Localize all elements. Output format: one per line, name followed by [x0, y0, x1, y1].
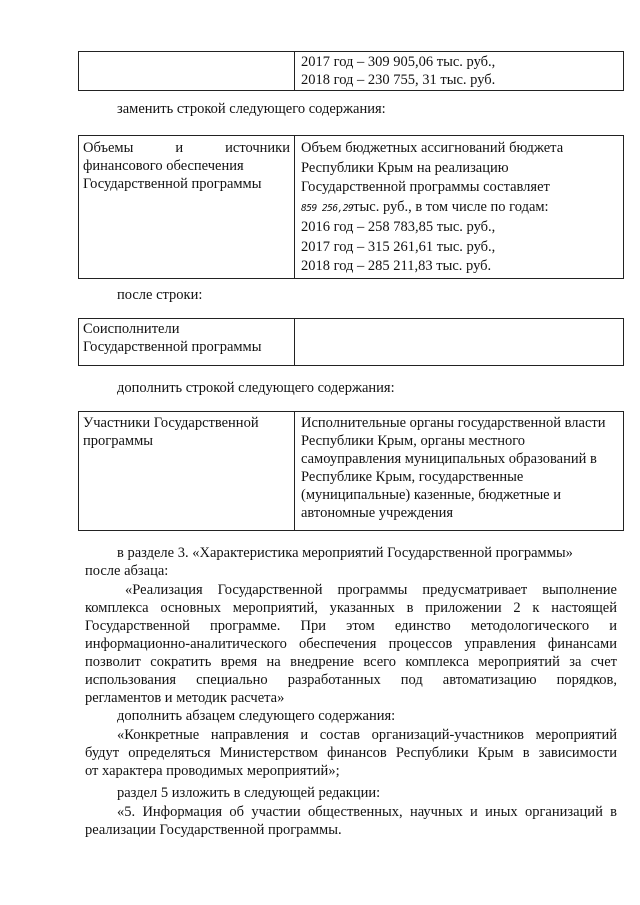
top-line-2018: 2018 год – 230 755, 31 тыс. руб. [301, 72, 496, 88]
participants-right-line-2: Республики Крым, органы местного [301, 433, 526, 449]
volumes-left-first-line [83, 139, 290, 157]
section3-line-2: после абзаца: [85, 563, 169, 579]
participants-right-cell [295, 412, 624, 531]
quote2-paragraph [85, 726, 617, 780]
participants-right-line-1: Исполнительные органы государственной власти [301, 415, 606, 431]
intro-replace: заменить строкой следующего содержания: [117, 101, 386, 117]
quote1-line-1: «Реализация Государственной программы предусматривает выполнение [125, 582, 617, 598]
quote1-line-4: информационно-аналитического обеспечения процессов управления финансами [85, 636, 617, 652]
participants-right-line-6: автономные учреждения [301, 505, 454, 521]
volumes-right-line-2018: 2018 год – 285 211,83 тыс. руб. [301, 258, 492, 274]
volumes-right-cell [295, 136, 624, 279]
volumes-right-line-3: Государственной программы составляет [301, 179, 550, 195]
section5-line-2: реализации Государственной программы. [85, 822, 342, 838]
volumes-right-line-2017: 2017 год – 315 261,61 тыс. руб., [301, 238, 496, 255]
volumes-right-line-4 [301, 198, 619, 219]
participants-right-line-3: самоуправления муниципальных образований в [301, 451, 597, 467]
coexec-left-line-1: Соисполнители [83, 321, 180, 337]
quote2-line-2: будут определяться Министерством финансов Республики Крым в зависимости [85, 745, 617, 761]
participants-left-line-1: Участники Государственной [83, 415, 259, 431]
volumes-word-3: источники [225, 140, 290, 156]
intro-add: дополнить строкой следующего содержания: [117, 380, 395, 396]
volumes-right-line-1: Объем бюджетных ассигнований бюджета [301, 140, 564, 156]
volumes-right-line-2: Республики Крым на реализацию [301, 159, 509, 176]
quote1-line-5: позволит сократить время на внедрение всего комплекса мероприятий за счет [85, 654, 617, 670]
volumes-left-line-2: финансового обеспечения [83, 158, 244, 174]
coexec-right-cell [295, 319, 624, 366]
volumes-word-2: и [175, 140, 184, 156]
add-paragraph-intro: дополнить абзацем следующего содержания: [117, 708, 396, 724]
section3-line-1: в разделе 3. «Характеристика мероприятий Государственной программы» [117, 545, 573, 561]
volumes-right-line-2016: 2016 год – 258 783,85 тыс. руб., [301, 219, 496, 235]
section5-line-1: «5. Информация об участии общественных, научных и иных организаций в [117, 804, 617, 820]
volumes-word-1: Объемы [83, 140, 134, 156]
quote1-line-7: регламентов и методик расчета» [85, 690, 285, 706]
quote1-paragraph [85, 581, 617, 707]
top-table [78, 51, 624, 91]
volumes-total-unit: тыс. руб., в том числе по годам: [353, 198, 549, 215]
participants-table [78, 411, 624, 531]
coexec-left-line-2: Государственной программы [83, 339, 262, 355]
participants-left-cell [79, 412, 295, 531]
intro-after: после строки: [117, 287, 203, 303]
section5-intro: раздел 5 изложить в следующей редакции: [117, 785, 381, 801]
volumes-left-cell [79, 136, 295, 279]
top-line-2017: 2017 год – 309 905,06 тыс. руб., [301, 54, 496, 70]
quote2-line-3: от характера проводимых мероприятий»; [85, 763, 340, 779]
participants-left-line-2: программы [83, 433, 153, 449]
quote2-line-1: «Конкретные направления и состав организаций-участников мероприятий [117, 727, 617, 743]
quote1-line-2: комплекса основных мероприятий, указанных в приложении 2 к настоящей [85, 600, 617, 616]
volumes-table [78, 135, 624, 279]
coexec-table [78, 318, 624, 366]
section5-paragraph [85, 803, 617, 839]
quote1-line-6: использования специально разработанных под автоматизацию порядков, [85, 672, 617, 688]
quote1-line-3: Государственной программе. При этом единство методологического и [85, 618, 617, 634]
participants-right-line-5: (муниципальные) казенные, бюджетные и [301, 487, 562, 503]
coexec-left-cell [79, 319, 295, 366]
volumes-left-line-3: Государственной программы [83, 176, 262, 192]
top-table-left-cell [79, 52, 295, 91]
handwritten-total: 859 256,29 [301, 202, 354, 214]
top-table-right-cell [295, 52, 624, 91]
participants-right-line-4: Республике Крым, государственные [301, 469, 524, 485]
